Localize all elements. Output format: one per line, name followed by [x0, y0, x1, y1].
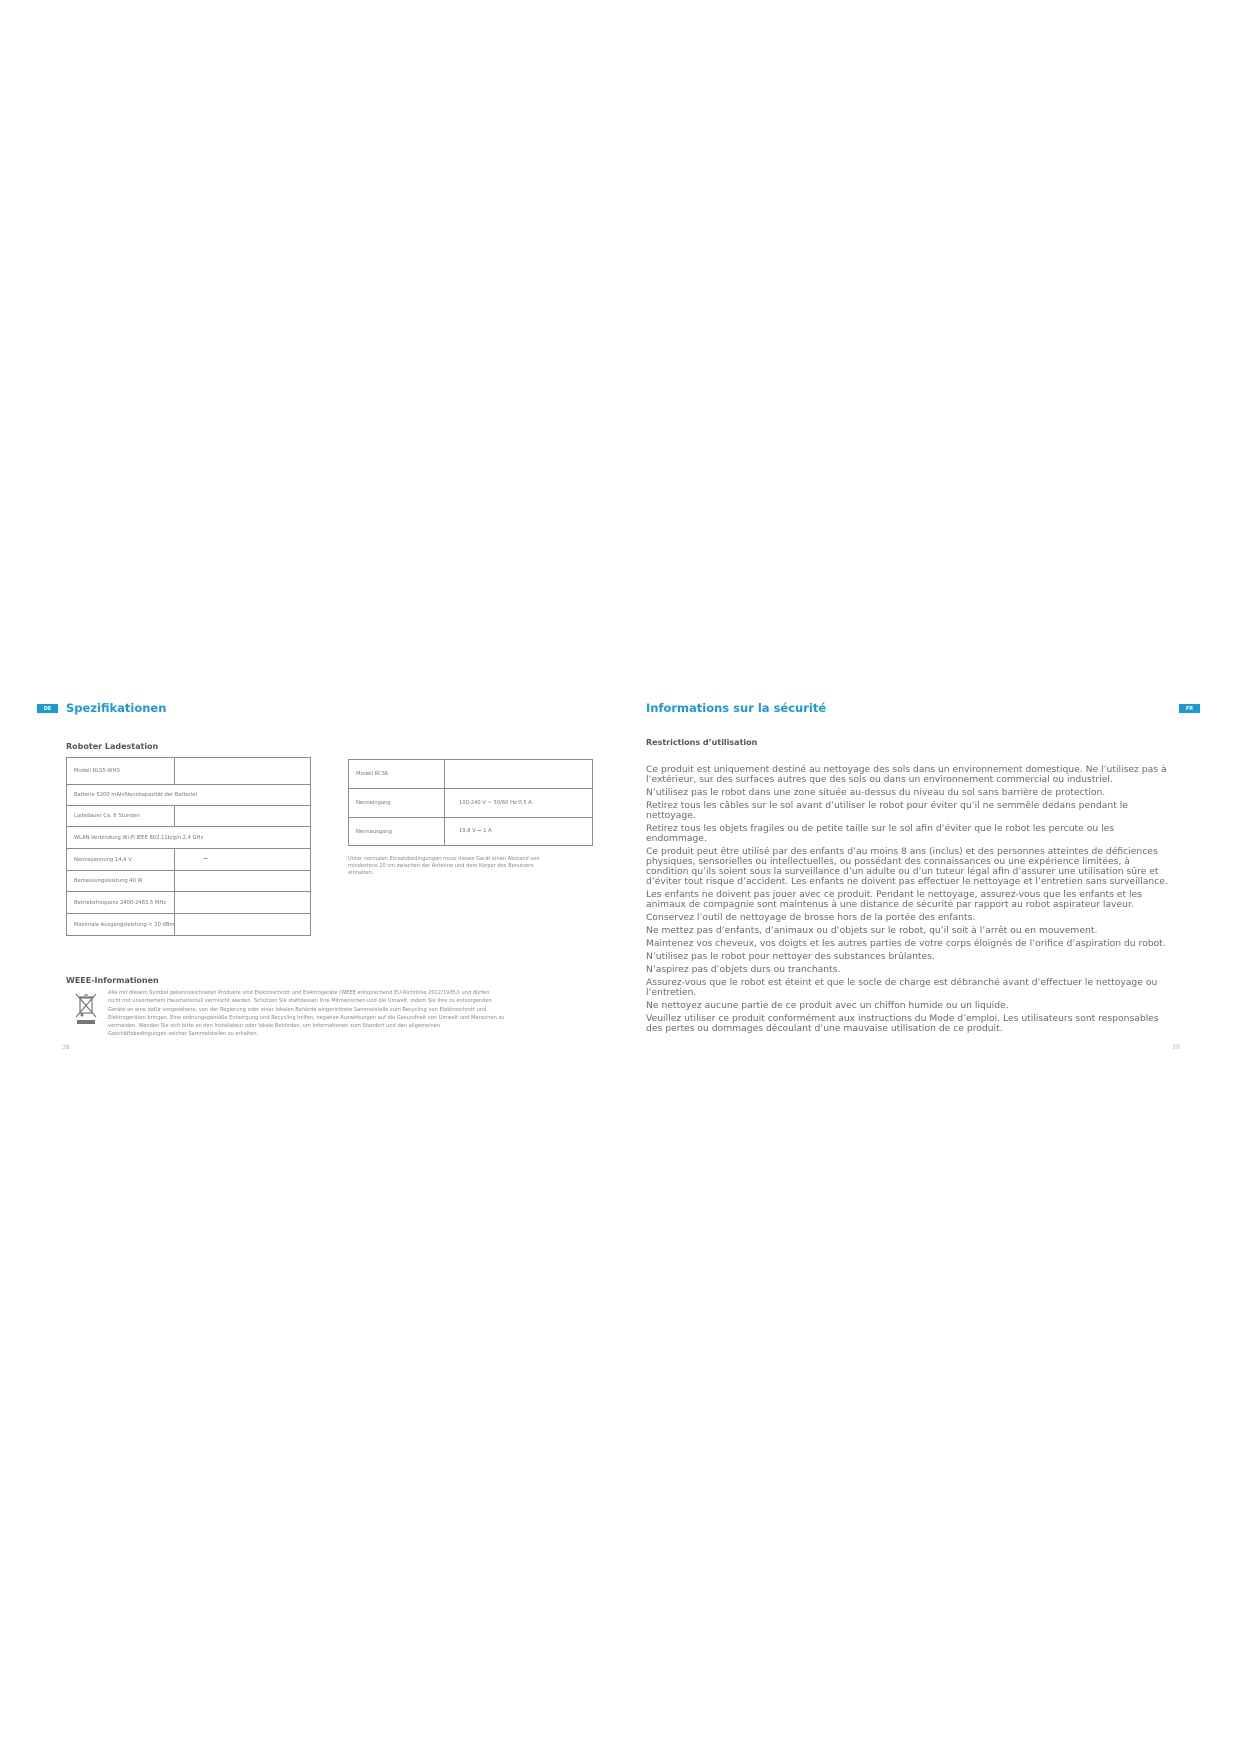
section-title-weee: WEEE-Informationen — [66, 976, 159, 985]
spec-cell: Bemessungsleistung 40 W — [67, 871, 175, 892]
spec-cell: Nenneingang — [349, 789, 445, 818]
list-item: Ne nettoyez aucune partie de ce produit avec un chiffon humide ou un liquide. — [646, 1000, 1009, 1011]
spec-value — [175, 806, 311, 827]
list-item: nettoyage. — [646, 810, 696, 821]
list-item: Les enfants ne doivent pas jouer avec ce produit. Pendant le nettoyage, assurez-vous que les enfants et les — [646, 889, 1142, 900]
table-row — [67, 849, 311, 871]
list-item: N’utilisez pas le robot dans une zone située au-dessus du niveau du sol sans barrière de protection. — [646, 787, 1106, 798]
table-row — [349, 818, 593, 846]
list-item: Conservez l’outil de nettoyage de brosse hors de la portée des enfants. — [646, 912, 976, 923]
language-tag-de: DE — [37, 704, 58, 713]
table-row — [67, 892, 311, 914]
spec-value — [175, 871, 311, 892]
spec-value: 100-240 V ~ 50/60 Hz 0,5 A — [445, 789, 593, 818]
table-row — [67, 914, 311, 936]
spec-cell: Nennspannung 14,4 V — [67, 849, 175, 871]
spec-cell: Modell RCS6 — [349, 760, 445, 789]
robot-spec-table — [66, 757, 311, 936]
table-row — [67, 871, 311, 892]
station-spec-table — [348, 759, 593, 846]
crossed-out-wheelie-bin-icon — [74, 992, 98, 1026]
list-item: endommage. — [646, 833, 707, 844]
list-item: Retirez tous les câbles sur le sol avant d’utiliser le robot pour éviter qu’il ne semmêle dedans pendant le — [646, 800, 1128, 811]
list-item: physiques, sensorielles ou intellectuelles, ou possédant des connaissances ou une expérience limitées, à — [646, 856, 1130, 867]
list-item: Maintenez vos cheveux, vos doigts et les autres parties de votre corps éloignés de l’orifice d’aspiration du robot. — [646, 938, 1166, 949]
spec-value — [175, 892, 311, 914]
spec-value — [445, 760, 593, 789]
page-number-right: 39 — [1172, 1044, 1180, 1051]
spec-cell: Ladedauer Ca. 6 Stunden — [67, 806, 175, 827]
list-item: Ne mettez pas d’enfants, d’animaux ou d’objets sur le robot, qu’il soit à l’arrêt ou en mouvement. — [646, 925, 1098, 936]
table-row — [67, 806, 311, 827]
table-row — [349, 760, 593, 789]
table-row — [67, 827, 311, 849]
list-item: des pertes ou dommages découlant d’une mauvaise utilisation de ce produit. — [646, 1023, 1003, 1034]
page-title-securite: Informations sur la sécurité — [646, 701, 827, 715]
list-item: Veuillez utiliser ce produit conformément aux instructions du Mode d’emploi. Les utilisateurs sont responsables — [646, 1013, 1159, 1024]
list-item: N’aspirez pas d’objets durs ou tranchants. — [646, 964, 841, 975]
list-item: animaux de compagnie sont maintenus à une distance de sécurité par rapport au robot aspirateur laveur. — [646, 899, 1134, 910]
station-note: Unter normalen Einsatzbedingungen muss dieses Gerät einen Abstand von mindestens 20 cm zwischen der Antenne und dem Körper des Benutzers einhalten. — [348, 856, 540, 876]
page-number-left: 38 — [62, 1044, 70, 1051]
spec-cell: Batterie 5200 mAh(Nennkapazität der Batterie) — [67, 785, 311, 806]
list-item: Assurez-vous que le robot est éteint et que le socle de charge est débranché avant d’effectuer le nettoyage ou — [646, 977, 1158, 988]
spec-value — [175, 758, 311, 785]
list-item: d’éviter tout risque d’accident. Les enfants ne doivent pas effectuer le nettoyage et l’entretien sans surveillance. — [646, 876, 1168, 887]
weee-text: Alle mit diesem Symbol gekennzeichneten Produkte sind Elektroschrott und Elektrogeräte (WEEE entsprechend EU-Richtlinie 2012/19/EU) und dürfen nicht mit unsortiertem Haushaltsmüll vermischt werden. Schützen Sie stattdessen Ihre Mitmenschen und die Umwelt, indem Sie Ihre zu entsorgenden Geräte an eine dafür vorgesehene, von der Regierung oder einer lokalen Behörde eingerichtete Sammelstelle zum Recycling von Elektroschrott und Elektrogeräten bringen. Eine ordnungsgemäße Entsorgung und Recycling helfen, negative Auswirkungen auf die Gesundheit von Umwelt und Menschen zu vermeiden. Wenden Sie sich bitte an den Installateur oder lokale Behörden, um Informationen zum Standort und den allgemeinen Geschäftsbedingungen solcher Sammelstellen zu erhalten. — [108, 990, 505, 1038]
list-item: Ce produit est uniquement destiné au nettoyage des sols dans un environnement domestique. Ne l’utilisez pas à — [646, 764, 1167, 775]
spec-value: 19,8 V ⎓ 1 A — [445, 818, 593, 846]
spec-cell: WLAN-Verbindung Wi-Fi IEEE 802.11b/g/n 2,4 GHz — [67, 827, 311, 849]
list-item: l’entretien. — [646, 987, 697, 998]
page-title-spezifikationen: Spezifikationen — [66, 701, 167, 715]
list-item: Retirez tous les objets fragiles ou de petite taille sur le sol afin d’éviter que le robot les percute ou les — [646, 823, 1115, 834]
language-tag-fr: FR — [1179, 704, 1200, 713]
list-item: N’utilisez pas le robot pour nettoyer des substances brûlantes. — [646, 951, 935, 962]
spec-value — [175, 914, 311, 936]
spec-cell: Modell RLS5-WH0 — [67, 758, 175, 785]
section-title-restrictions: Restrictions d’utilisation — [646, 738, 758, 747]
list-item: Ce produit peut être utilisé par des enfants d’au moins 8 ans (inclus) et des personnes atteintes de déficiences — [646, 846, 1158, 857]
spec-cell: Maximale Ausgangsleistung < 20 dBm — [67, 914, 175, 936]
list-item: l’extérieur, sur des surfaces autres que des sols ou dans un environnement commercial ou industriel. — [646, 774, 1113, 785]
table-row — [67, 758, 311, 785]
section-title-roboter-ladestation: Roboter Ladestation — [66, 742, 159, 751]
table-row — [349, 789, 593, 818]
table-row — [67, 785, 311, 806]
safety-restrictions-list — [646, 765, 1168, 1034]
spec-cell: Nennausgang — [349, 818, 445, 846]
spec-value: ⎓ — [175, 849, 311, 871]
spec-cell: Betriebsfrequenz 2400-2483.5 MHz — [67, 892, 175, 914]
list-item: condition qu’ils soient sous la surveillance d’un adulte ou d’un tuteur légal afin d’assurer une utilisation sûre et — [646, 866, 1159, 877]
